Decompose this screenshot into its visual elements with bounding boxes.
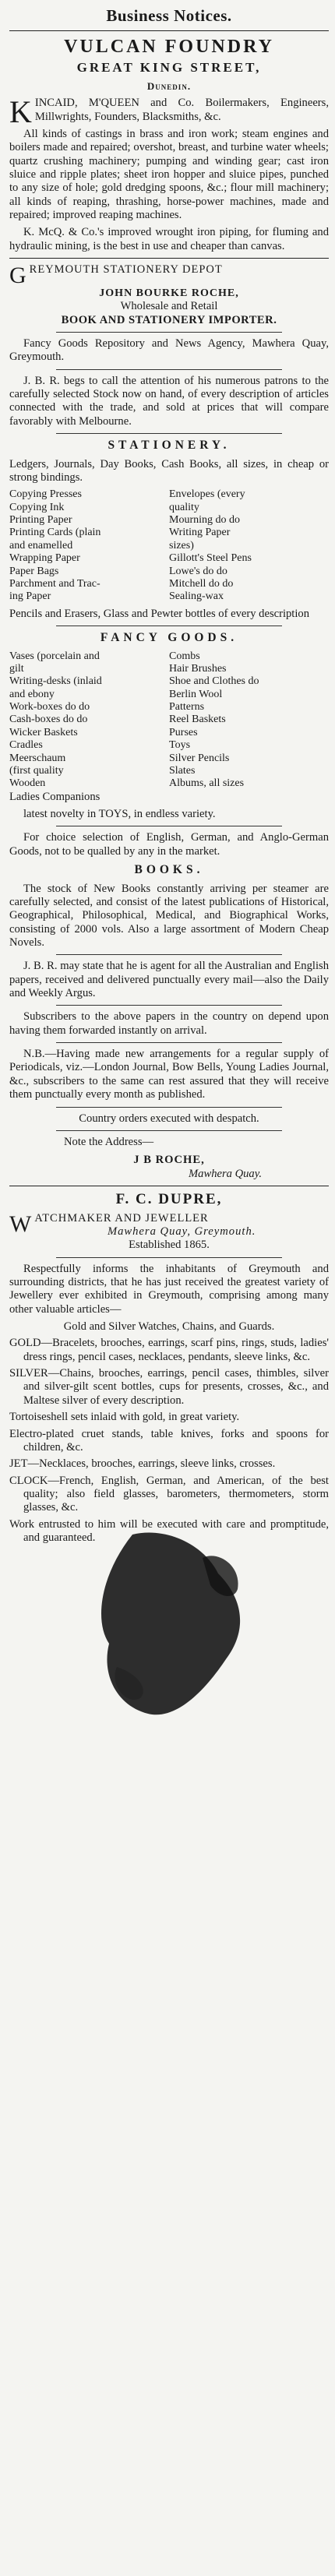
fancy-goods-list (9, 650, 329, 791)
ink-blot-stain (86, 1527, 257, 1729)
silver-item: SILVER—Chains, brooches, earrings, pencil cases, thimbles, silver and silver-gilt scent bottles, cups for presents, crosses, &c., and Maltese silver of every description. (9, 1367, 329, 1407)
list-row (9, 727, 329, 739)
list-row (9, 701, 329, 714)
divider (9, 258, 329, 259)
ad-town: Dunedin. (146, 79, 192, 92)
list-row (9, 675, 329, 688)
list-row (9, 502, 329, 514)
list-item: Mitchell do do (169, 577, 234, 590)
list-item: Envelopes (every (169, 488, 245, 501)
ad-paragraph: Respectfully informs the inhabitants of Greymouth and surrounding districts, that he has just received the greatest variety of Jewellery ever exhibited in Greymouth, comprising among many other valuable articles— (9, 1262, 329, 1316)
ad-title: F. C. DUPRE, (115, 1191, 223, 1207)
list-item: Wooden (9, 777, 46, 790)
list-item: Purses (169, 726, 198, 738)
list-row (9, 527, 329, 539)
list-item: Writing-desks (inlaid (9, 675, 102, 688)
list-item: sizes) (169, 539, 194, 551)
list-item: Slates (169, 764, 196, 777)
list-item: Reel Baskets (169, 714, 226, 726)
list-item: and enamelled (9, 539, 73, 551)
divider (56, 1005, 282, 1006)
electro-plated-item: Electro-plated cruet stands, table knives, forks and spoons for children, &c. (9, 1427, 329, 1454)
list-item: Patterns (169, 701, 205, 714)
nb-paragraph: N.B.—Having made new arrangements for a regular supply of Periodicals, viz.—London Journal, Bow Bells, Young Ladies Journal, &c., subscribers to the same can rest assured that they will receive them punctually every month as published. (9, 1048, 329, 1101)
stationery-depot-ad (9, 263, 329, 1181)
dupre-jeweller-ad (9, 1191, 329, 1545)
list-row (9, 578, 329, 590)
tortoiseshell-item: Tortoiseshell sets inlaid with gold, in great variety. (9, 1411, 240, 1424)
trade-line: Wholesale and Retail (120, 300, 218, 313)
ledgers-line: Ledgers, Journals, Day Books, Cash Books, all sizes, in cheap or strong bindings. (9, 457, 329, 484)
repository-line: Fancy Goods Repository and News Agency, Mawhera Quay, Greymouth. (9, 337, 329, 364)
list-item: Vases (porcelain and (9, 650, 100, 662)
list-row (9, 590, 329, 603)
ad-title: VULCAN FOUNDRY (64, 36, 274, 57)
list-row (9, 566, 329, 578)
agent-paragraph: J. B. R. may state that he is agent for all the Australian and English papers, received and delivered punctually every mail—also the Daily and Weekly Argus. (9, 960, 329, 1000)
list-item: Meerschaum (9, 752, 66, 764)
list-item: Parchment and Trac- (9, 577, 100, 590)
list-item: Cash-boxes do do (9, 714, 88, 726)
divider (56, 1107, 282, 1108)
vulcan-foundry-ad (9, 36, 329, 253)
list-row (9, 777, 329, 790)
list-item: Toys (169, 739, 191, 752)
owner-name: JOHN BOURKE ROCHE, (99, 287, 239, 299)
stationery-list (9, 488, 329, 603)
importer-line: BOOK AND STATIONERY IMPORTER. (61, 313, 277, 326)
clock-item: CLOCK—French, English, German, and American, of the best quality; also field glasses, barometers, thermometers, storm glasses, &c. (9, 1474, 329, 1514)
list-item: Silver Pencils (169, 752, 230, 764)
list-item: Printing Paper (9, 514, 72, 527)
pencils-line: Pencils and Erasers, Glass and Pewter bottles of every description (9, 607, 310, 620)
ad-title (9, 263, 329, 289)
list-item: Lowe's do do (169, 565, 227, 577)
list-item: Shoe and Clothes do (169, 675, 259, 688)
list-item: Hair Brushes (169, 662, 227, 675)
list-row (9, 765, 329, 777)
note-address-line: Note the Address— (64, 1135, 154, 1148)
list-item: Wrapping Paper (9, 552, 80, 565)
list-item: Copying Presses (9, 488, 82, 501)
established-line: Established 1865. (129, 1239, 210, 1252)
section-header: Business Notices. (106, 6, 232, 25)
divider (56, 1042, 282, 1043)
jet-item: JET—Necklaces, brooches, earrings, sleeve links, crosses. (9, 1457, 276, 1471)
list-row (9, 663, 329, 675)
list-item: (first quality (9, 764, 64, 777)
divider (56, 625, 282, 626)
list-item: Combs (169, 650, 200, 662)
subscribers-paragraph: Subscribers to the above papers in the country on depend upon having them forwarded instantly on arrival. (9, 1010, 329, 1037)
drop-cap: G (9, 263, 27, 289)
list-item: and ebony (9, 688, 55, 700)
divider (56, 369, 282, 370)
country-orders-line: Country orders executed with despatch. (79, 1112, 259, 1125)
list-item: Work-boxes do do (9, 701, 90, 714)
divider (56, 1257, 282, 1258)
list-row (9, 488, 329, 501)
list-item: Wicker Baskets (9, 726, 78, 738)
choice-line: For choice selection of English, German, and Anglo-German Goods, not to be qualled by any in the market. (9, 831, 329, 858)
proprietor-name: J B ROCHE, (133, 1154, 205, 1167)
list-row (9, 714, 329, 726)
ad-paragraph: J. B. R. begs to call the attention of his numerous patrons to the carefully selected Stock now on hand, of every description of articles connected with the trade, and sold at prices that will compare favorably with Melbourne. (9, 374, 329, 428)
list-row (9, 739, 329, 752)
list-row (9, 752, 329, 765)
ad-street: GREAT KING STREET, (76, 59, 262, 75)
ad-intro: INCAID, M'QUEEN and Co. Boilermakers, Engineers, Millwrights, Founders, Blacksmiths, &c. (34, 97, 329, 123)
proprietor-address: Mawhera Quay. (189, 1167, 263, 1180)
divider (56, 433, 282, 434)
stationery-heading: STATIONERY. (108, 439, 231, 453)
list-row (9, 514, 329, 527)
divider (56, 332, 282, 333)
list-item: Berlin Wool (169, 688, 223, 700)
divider (9, 30, 329, 31)
list-item: gilt (9, 662, 24, 675)
list-item: quality (169, 501, 199, 513)
work-item: Work entrusted to him will be executed with care and promptitude, and guaranteed. (9, 1517, 329, 1545)
drop-cap: W (9, 1210, 33, 1237)
list-row (9, 552, 329, 565)
list-item: Gillott's Steel Pens (169, 552, 252, 565)
list-item: Printing Cards (plain (9, 527, 101, 539)
list-row (9, 689, 329, 701)
list-item: Paper Bags (9, 565, 59, 577)
list-item: Writing Paper (169, 527, 231, 539)
toys-line: latest novelty in TOYS, in endless variety. (23, 808, 216, 821)
ad-title-text: REYMOUTH STATIONERY DEPOT (29, 263, 223, 277)
divider (56, 1130, 282, 1131)
list-item: Mourning do do (169, 514, 240, 527)
ad-subtitle-text: ATCHMAKER AND JEWELLER (34, 1211, 209, 1225)
list-item: Sealing-wax (169, 590, 224, 603)
books-paragraph: The stock of New Books constantly arriving per steamer are carefully selected, and consist of the latest publications of Historical, Geographical, Philosophical, Medical, and Biographical Works, consisting of 2000 vols. Also a large assortment of Modern Cheap Novels. (9, 882, 329, 949)
ad-address: Mawhera Quay, Greymouth. (107, 1225, 256, 1238)
list-item: Cradles (9, 739, 43, 752)
watches-line: Gold and Silver Watches, Chains, and Guards. (63, 1320, 275, 1334)
list-item: Albums, all sizes (169, 777, 245, 790)
ad-paragraph: All kinds of castings in brass and iron work; steam engines and boilers made and repaired; overshot, breast, and turbine water wheels; quartz crushing machinery; pumping and winding gear; cast iron sluice and ripple plates; sheet iron hopper and sluice pipes, punched to any size of hole; gold dredging spoons, &c.; flour mill machinery; all kinds of reaping, thrashing, horse-power machines, made and repaired; improved reaping machines. (9, 127, 329, 222)
gold-item: GOLD—Bracelets, brooches, earrings, scarf pins, rings, studs, ladies' dress rings, pencil cases, necklaces, pendants, sleeve links, &c. (9, 1337, 329, 1363)
drop-cap: K (9, 94, 32, 130)
list-item: ing Paper (9, 590, 51, 603)
divider (56, 954, 282, 955)
books-heading: BOOKS. (134, 863, 204, 877)
list-row (9, 650, 329, 663)
companions-line: Ladies Companions (9, 790, 100, 803)
list-item: Copying Ink (9, 501, 65, 513)
list-row (9, 540, 329, 552)
fancy-goods-heading: FANCY GOODS. (100, 631, 238, 645)
ad-paragraph: K. McQ. & Co.'s improved wrought iron piping, for fluming and hydraulic mining, is the best in use and cheaper than canvas. (9, 226, 329, 252)
